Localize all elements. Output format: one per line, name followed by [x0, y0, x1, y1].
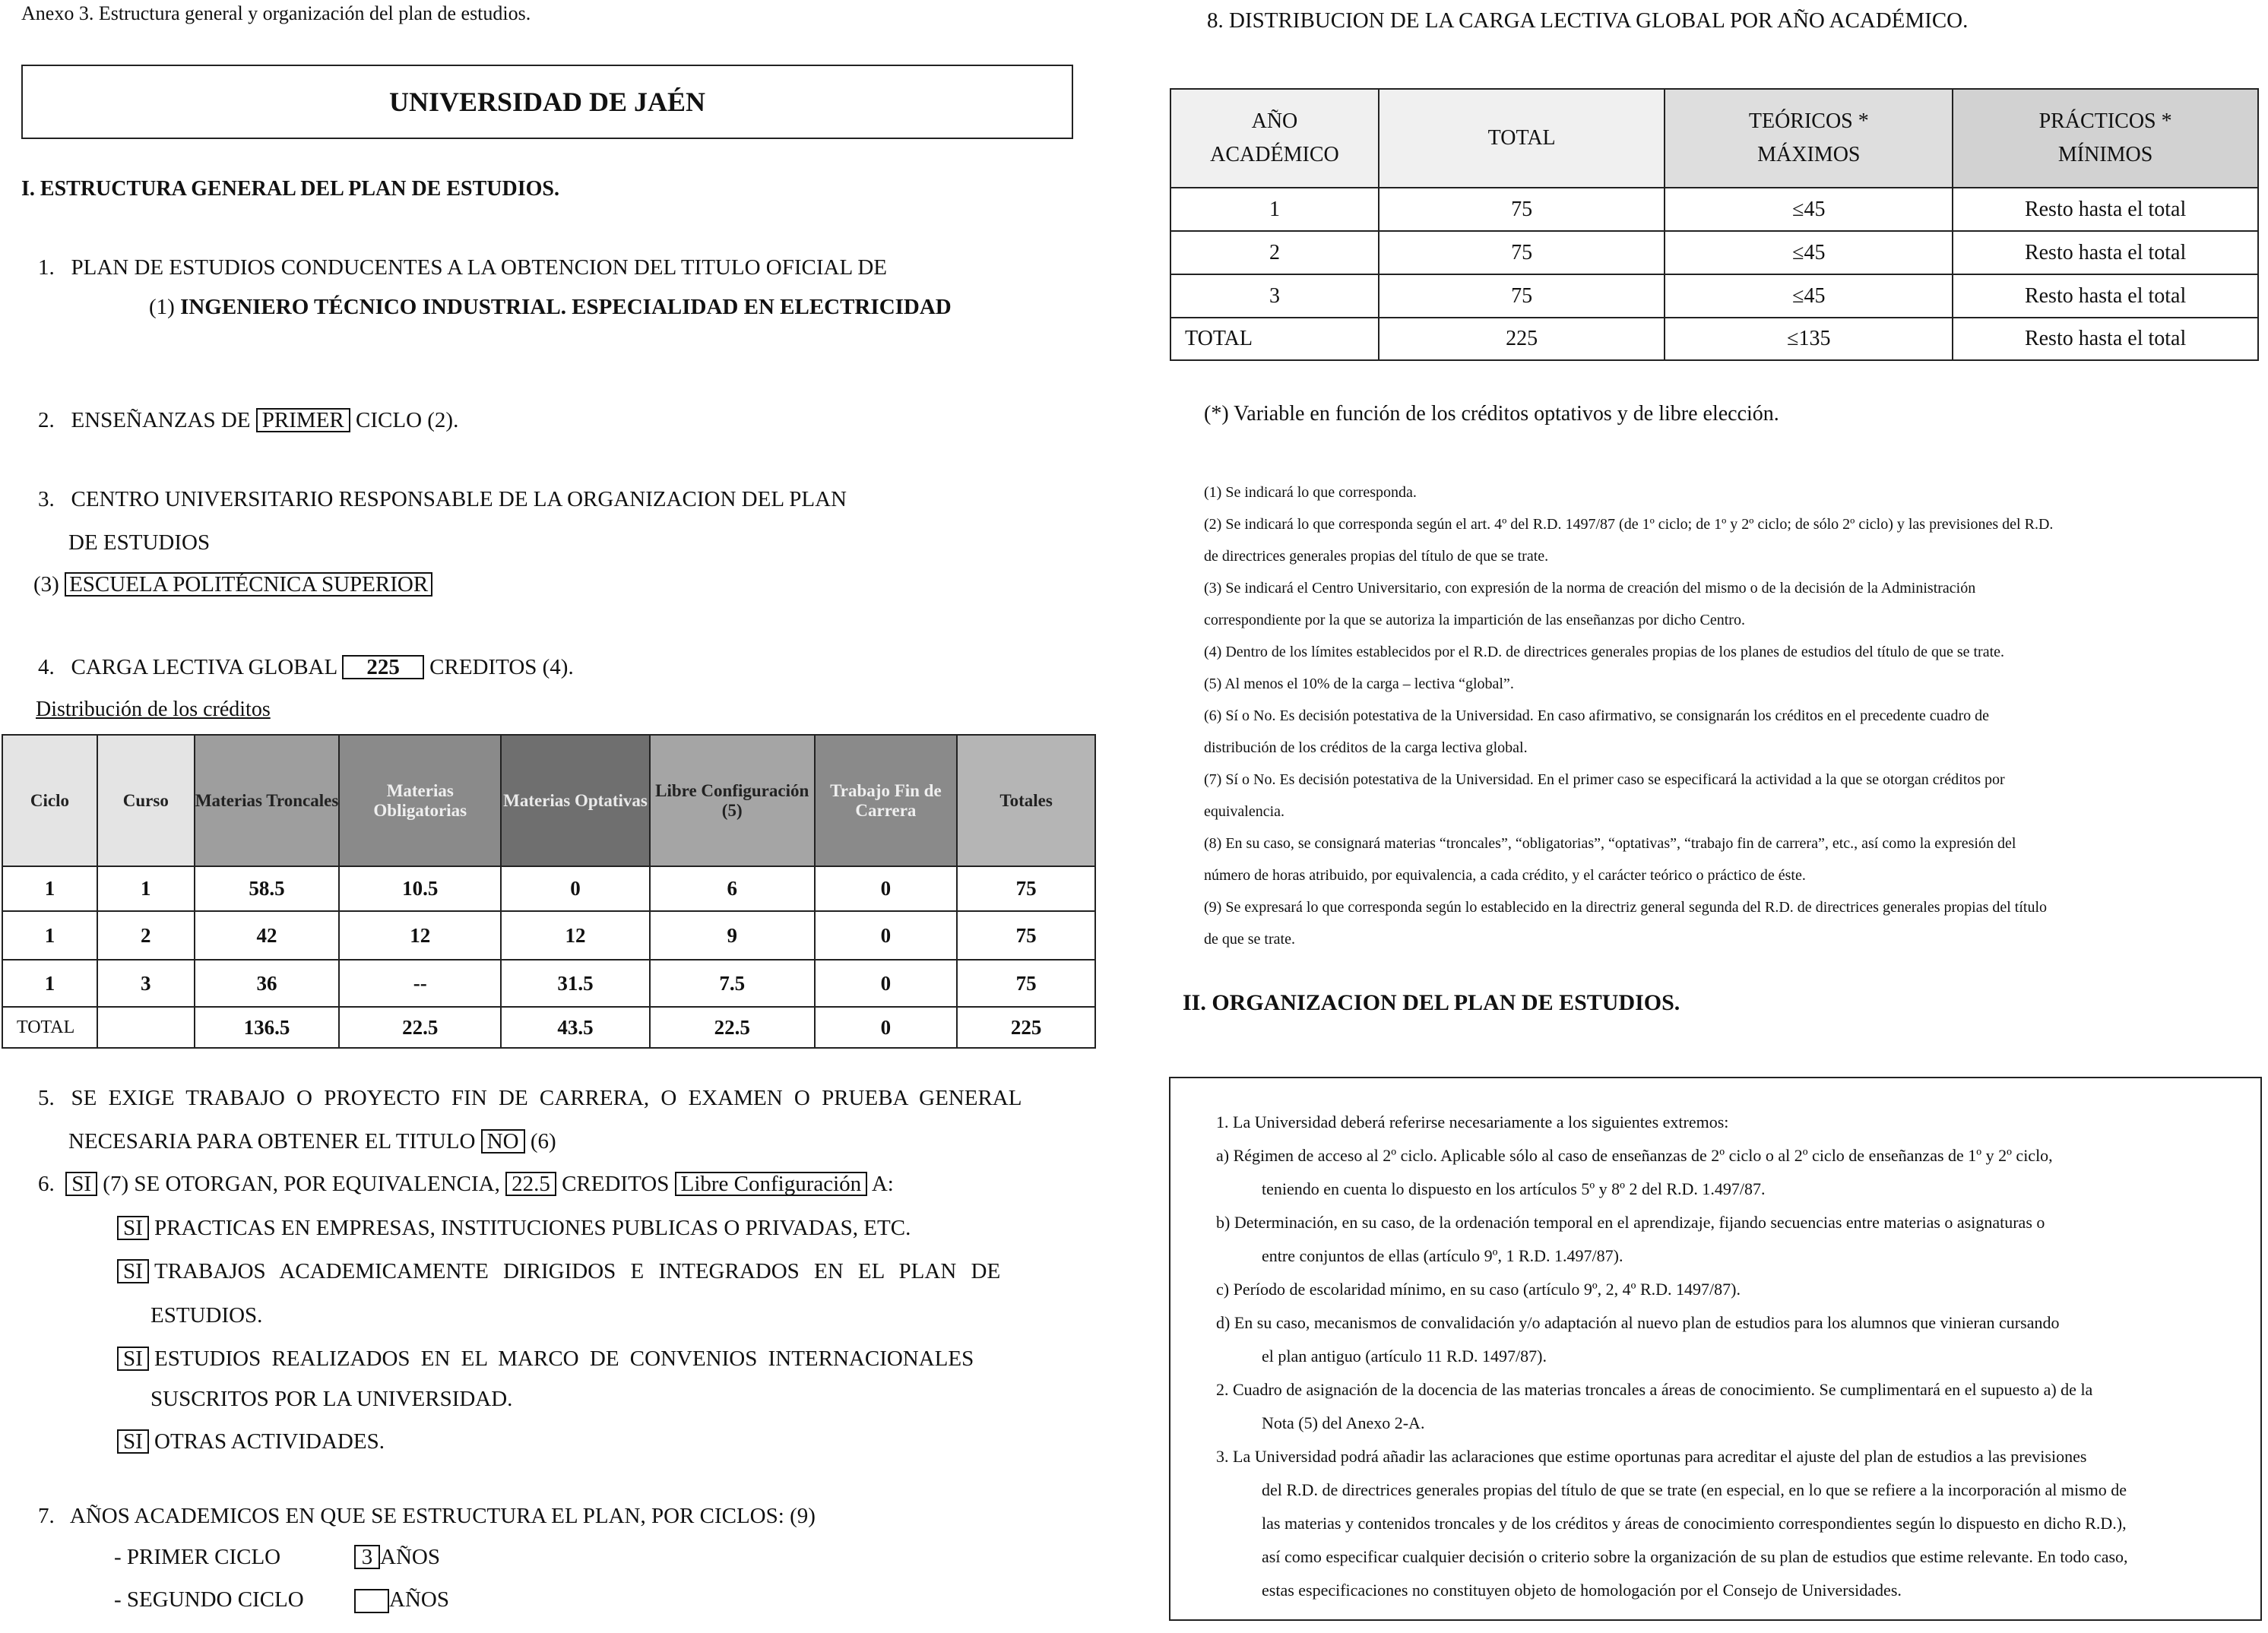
- year-cell: Resto hasta el total: [1953, 188, 2258, 231]
- credits-cell: 75: [957, 866, 1095, 911]
- credits-header-cell: Ciclo: [2, 735, 97, 866]
- item5-text1: SE EXIGE TRABAJO O PROYECTO FIN DE CARRERA, O EXAMEN O PRUEBA GENERAL: [71, 1086, 1022, 1110]
- item6-text3: A:: [871, 1172, 894, 1196]
- footnote-line: (9) Se expresará lo que corresponda según lo establecido en la directriz general segunda del R.D. de directrices generales propias del título: [1204, 899, 2048, 916]
- item2-pre: ENSEÑANZAS DE: [71, 408, 251, 432]
- credits-cell: 7.5: [650, 960, 815, 1007]
- credits-cell: 58.5: [195, 866, 340, 911]
- item7-first-box: 3: [354, 1545, 380, 1569]
- item6-box1: SI: [65, 1172, 97, 1196]
- year-header-cell: PRÁCTICOS * MÍNIMOS: [1953, 89, 2258, 188]
- year-row: [1170, 274, 2258, 318]
- organization-line: las materias y contenidos troncales y de los créditos y áreas de conocimiento correspondientes según lo dispuesto en dicho R.D.),: [1262, 1514, 2127, 1533]
- item6-sub-text: TRABAJOS ACADEMICAMENTE DIRIGIDOS E INTEGRADOS EN EL PLAN DE: [154, 1259, 1001, 1283]
- credits-cell: 22.5: [339, 1007, 501, 1048]
- credits-cell: 12: [501, 911, 650, 960]
- organization-lines: [1216, 1106, 2128, 1607]
- year-header-cell: TOTAL: [1379, 89, 1665, 188]
- credits-cell: 1: [2, 960, 97, 1007]
- year-cell: ≤135: [1665, 318, 1953, 360]
- item7-first-unit: AÑOS: [380, 1545, 440, 1569]
- item6-sub-2-line2: ESTUDIOS.: [150, 1303, 263, 1328]
- credits-cell: 43.5: [501, 1007, 650, 1048]
- item3-ref: (3): [33, 572, 59, 597]
- item4-label: 4.: [38, 655, 55, 679]
- year-cell: 3: [1170, 274, 1379, 318]
- year-cell: 75: [1379, 274, 1665, 318]
- university-title: UNIVERSIDAD DE JAÉN: [388, 87, 706, 117]
- university-title-box: [21, 65, 1073, 139]
- item5-line2: [68, 1128, 556, 1155]
- item6-sub-1: [117, 1215, 911, 1242]
- credits-cell: 136.5: [195, 1007, 340, 1048]
- item5-box: NO: [481, 1129, 525, 1154]
- year-cell: 75: [1379, 188, 1665, 231]
- item7-line: [38, 1503, 816, 1530]
- organization-line: del R.D. de directrices generales propias del título de que se trate (en especial, en lo que se refiere a la incorporación al mismo de: [1262, 1480, 2127, 1499]
- item2: [38, 407, 458, 434]
- footnote-line: de que se trate.: [1204, 931, 1295, 948]
- credits-row: [2, 911, 1095, 960]
- item6-line: [38, 1171, 894, 1198]
- item6-text1: (7) SE OTORGAN, POR EQUIVALENCIA,: [103, 1172, 500, 1196]
- credits-header-cell: Trabajo Fin de Carrera: [815, 735, 958, 866]
- credits-header-cell: Materias Obligatorias: [339, 735, 501, 866]
- item4-post: CREDITOS (4).: [429, 655, 574, 679]
- footnote-line: distribución de los créditos de la carga lectiva global.: [1204, 739, 1528, 756]
- item6-sub-2: [117, 1258, 1066, 1285]
- footnote-line: (7) Sí o No. Es decisión potestativa de la Universidad. En el primer caso se especificará la actividad a la que se otorgan créditos por: [1204, 771, 2005, 788]
- item6-sub-box: SI: [117, 1216, 149, 1240]
- item7-label: 7.: [38, 1504, 55, 1528]
- item6-sub-text: OTRAS ACTIVIDADES.: [154, 1429, 385, 1454]
- year-cell: Resto hasta el total: [1953, 274, 2258, 318]
- credits-cell: 1: [97, 866, 195, 911]
- organization-line: d) En su caso, mecanismos de convalidación y/o adaptación al nuevo plan de estudios para los alumnos que vinieran cursando: [1216, 1313, 2060, 1332]
- footnote-line: (2) Se indicará lo que corresponda según el art. 4º del R.D. 1497/87 (de 1º ciclo; de 1º y 2º ciclo; de sólo 2º ciclo) y las previsiones del R.D.: [1204, 516, 2054, 533]
- year-cell: Resto hasta el total: [1953, 318, 2258, 360]
- item6-box3: Libre Configuración: [675, 1172, 868, 1196]
- footnotes: [1204, 476, 2053, 955]
- credits-cell: 0: [815, 1007, 958, 1048]
- item4-credits-box: 225: [342, 655, 424, 679]
- item7-text: AÑOS ACADEMICOS EN QUE SE ESTRUCTURA EL PLAN, POR CICLOS: (9): [69, 1504, 816, 1528]
- item3-line1: [38, 486, 847, 513]
- year-table: [1170, 88, 2259, 361]
- credits-header-cell: Libre Configuración (5): [650, 735, 815, 866]
- organization-line: a) Régimen de acceso al 2º ciclo. Aplicable sólo al caso de enseñanzas de 2º ciclo o al 2º ciclo de enseñanzas de 1º y 2º ciclo,: [1216, 1146, 2053, 1165]
- credits-cell: 12: [339, 911, 501, 960]
- footnote-line: de directrices generales propias del título de que se trate.: [1204, 548, 1549, 565]
- credits-cell: 10.5: [339, 866, 501, 911]
- item6-box2: 22.5: [505, 1172, 556, 1196]
- organization-box: [1169, 1077, 2262, 1621]
- credits-cell: 0: [501, 866, 650, 911]
- credits-cell: 2: [97, 911, 195, 960]
- credits-total-row: [2, 1007, 1095, 1048]
- item1-degree-line: [149, 294, 952, 321]
- item3-center-box: ESCUELA POLITÉCNICA SUPERIOR: [65, 572, 432, 597]
- item7-second: [354, 1587, 449, 1613]
- year-cell: ≤45: [1665, 274, 1953, 318]
- item7-first-label: - PRIMER CICLO: [114, 1545, 281, 1569]
- section2-title: II. ORGANIZACION DEL PLAN DE ESTUDIOS.: [1183, 990, 1680, 1015]
- year-header-row: [1170, 89, 2258, 188]
- organization-line: teniendo en cuenta lo dispuesto en los artículos 5º y 8º 2 del R.D. 1.497/87.: [1262, 1179, 1766, 1198]
- year-cell: 75: [1379, 231, 1665, 274]
- credits-cell: 22.5: [650, 1007, 815, 1048]
- credits-cell: [97, 1007, 195, 1048]
- year-cell: 225: [1379, 318, 1665, 360]
- credits-cell: 31.5: [501, 960, 650, 1007]
- year-total-row: [1170, 318, 2258, 360]
- item1-text: PLAN DE ESTUDIOS CONDUCENTES A LA OBTENCION DEL TITULO OFICIAL DE: [71, 255, 887, 280]
- organization-line: Nota (5) del Anexo 2-A.: [1262, 1413, 1425, 1432]
- item5-text2: NECESARIA PARA OBTENER EL TITULO: [68, 1129, 476, 1154]
- footnote-line: (3) Se indicará el Centro Universitario, con expresión de la norma de creación del mismo o de la decisión de la Administración: [1204, 580, 1976, 597]
- item1: [38, 255, 887, 281]
- year-cell: ≤45: [1665, 231, 1953, 274]
- item3-label: 3.: [38, 487, 55, 511]
- organization-line: así como especificar cualquier decisión o criterio sobre la organización de su plan de estudios que estime relevante. En todo caso,: [1262, 1547, 2128, 1566]
- credits-header-cell: Totales: [957, 735, 1095, 866]
- footnote-line: (8) En su caso, se consignará materias “troncales”, “obligatorias”, “optativas”, “trabajo fin de carrera”, etc., así como la expresión del: [1204, 835, 2016, 852]
- item8-title: 8. DISTRIBUCION DE LA CARGA LECTIVA GLOBAL POR AÑO ACADÉMICO.: [1207, 8, 1969, 33]
- item6-sub-text: ESTUDIOS REALIZADOS EN EL MARCO DE CONVENIOS INTERNACIONALES: [154, 1347, 974, 1371]
- footnote-line: (4) Dentro de los límites establecidos por el R.D. de directrices generales propias de los planes de estudios del título de que se trate.: [1204, 644, 2005, 660]
- footnote-line: número de horas atribuido, por equivalencia, a cada crédito, y el carácter teórico o práctico de éste.: [1204, 867, 1806, 884]
- item1-label: 1.: [38, 255, 55, 280]
- item2-post: CICLO (2).: [356, 408, 459, 432]
- organization-line: b) Determinación, en su caso, de la ordenación temporal en el aprendizaje, fijando secuencias entre materias o asignaturas o: [1216, 1213, 2045, 1232]
- credits-header-row: [2, 735, 1095, 866]
- year-header-cell: AÑO ACADÉMICO: [1170, 89, 1379, 188]
- organization-line: 2. Cuadro de asignación de la docencia de las materias troncales a áreas de conocimiento. Se cumplimentará en el supuesto a) de la: [1216, 1380, 2093, 1399]
- credits-cell: 6: [650, 866, 815, 911]
- organization-line: 1. La Universidad deberá referirse necesariamente a los siguientes extremos:: [1216, 1112, 1729, 1131]
- year-header-cell: TEÓRICOS * MÁXIMOS: [1665, 89, 1953, 188]
- credits-cell: 42: [195, 911, 340, 960]
- footnote-line: equivalencia.: [1204, 803, 1285, 820]
- credits-cell: 9: [650, 911, 815, 960]
- credits-cell: 75: [957, 960, 1095, 1007]
- credits-header-cell: Materias Optativas: [501, 735, 650, 866]
- item6-sub-box: SI: [117, 1259, 149, 1283]
- year-cell: Resto hasta el total: [1953, 231, 2258, 274]
- credits-cell: TOTAL: [2, 1007, 97, 1048]
- credits-row: [2, 960, 1095, 1007]
- credits-cell: 3: [97, 960, 195, 1007]
- organization-line: 3. La Universidad podrá añadir las aclaraciones que estime oportunas para acreditar el ajuste del plan de estudios a las previsiones: [1216, 1447, 2087, 1466]
- item2-label: 2.: [38, 408, 55, 432]
- item8-footnote: (*) Variable en función de los créditos optativos y de libre elección.: [1204, 402, 1779, 426]
- item7-second-box: [354, 1589, 389, 1613]
- item5-label: 5.: [38, 1086, 55, 1110]
- credits-header-cell: Curso: [97, 735, 195, 866]
- item5-line1: [38, 1085, 1064, 1112]
- credits-header-cell: Materias Troncales: [195, 735, 340, 866]
- item7-second-label: - SEGUNDO CICLO: [114, 1587, 304, 1612]
- annex-title: Anexo 3. Estructura general y organización del plan de estudios.: [21, 2, 531, 24]
- footnote-line: (5) Al menos el 10% de la carga – lectiva “global”.: [1204, 676, 1514, 692]
- item1-degree: INGENIERO TÉCNICO INDUSTRIAL. ESPECIALIDAD EN ELECTRICIDAD: [180, 295, 952, 319]
- item6-text2: CREDITOS: [562, 1172, 670, 1196]
- item6-sub-box: SI: [117, 1347, 149, 1371]
- item6-label: 6.: [38, 1172, 55, 1196]
- item4-pre: CARGA LECTIVA GLOBAL: [71, 655, 337, 679]
- year-row: [1170, 231, 2258, 274]
- organization-line: el plan antiguo (artículo 11 R.D. 1497/87).: [1262, 1347, 1547, 1366]
- item7-first: [354, 1544, 440, 1571]
- organization-line: estas especificaciones no constituyen objeto de homologación por el Consejo de Universidades.: [1262, 1581, 1902, 1600]
- credits-subtitle: Distribución de los créditos: [36, 698, 271, 721]
- credits-cell: 0: [815, 866, 958, 911]
- item3-text1: CENTRO UNIVERSITARIO RESPONSABLE DE LA ORGANIZACION DEL PLAN: [71, 487, 847, 511]
- footnote-line: (1) Se indicará lo que corresponda.: [1204, 484, 1417, 501]
- item6-sub-text: PRACTICAS EN EMPRESAS, INSTITUCIONES PUBLICAS O PRIVADAS, ETC.: [154, 1216, 911, 1240]
- item5-post: (6): [530, 1129, 556, 1154]
- section1-title: I. ESTRUCTURA GENERAL DEL PLAN DE ESTUDIOS.: [21, 177, 559, 201]
- item6-sub-4: [117, 1429, 385, 1455]
- year-cell: 1: [1170, 188, 1379, 231]
- year-cell: TOTAL: [1170, 318, 1379, 360]
- item6-sub-3-line2: SUSCRITOS POR LA UNIVERSIDAD.: [150, 1387, 513, 1411]
- credits-cell: 75: [957, 911, 1095, 960]
- credits-table: [2, 734, 1096, 1049]
- item6-sub-3: [117, 1346, 974, 1372]
- credits-cell: --: [339, 960, 501, 1007]
- item2-cycle-box: PRIMER: [256, 408, 350, 432]
- footnote-line: (6) Sí o No. Es decisión potestativa de la Universidad. En caso afirmativo, se consignarán los créditos en el precedente cuadro de: [1204, 707, 1989, 724]
- organization-line: c) Período de escolaridad mínimo, en su caso (artículo 9º, 2, 4º R.D. 1497/87).: [1216, 1280, 1741, 1299]
- year-row: [1170, 188, 2258, 231]
- item3-line3: [33, 571, 432, 598]
- year-cell: ≤45: [1665, 188, 1953, 231]
- credits-cell: 1: [2, 911, 97, 960]
- item6-sub-box: SI: [117, 1429, 149, 1454]
- credits-cell: 225: [957, 1007, 1095, 1048]
- item7-second-unit: AÑOS: [389, 1587, 449, 1612]
- item3-line2: DE ESTUDIOS: [68, 530, 211, 555]
- credits-cell: 0: [815, 911, 958, 960]
- footnote-line: correspondiente por la que se autoriza la impartición de las enseñanzas por dicho Centro.: [1204, 612, 1745, 628]
- credits-cell: 1: [2, 866, 97, 911]
- item4: [38, 654, 574, 681]
- credits-cell: 0: [815, 960, 958, 1007]
- credits-row: [2, 866, 1095, 911]
- credits-cell: 36: [195, 960, 340, 1007]
- item1-degree-ref: (1): [149, 295, 175, 319]
- organization-line: entre conjuntos de ellas (artículo 9º, 1 R.D. 1.497/87).: [1262, 1246, 1623, 1265]
- year-cell: 2: [1170, 231, 1379, 274]
